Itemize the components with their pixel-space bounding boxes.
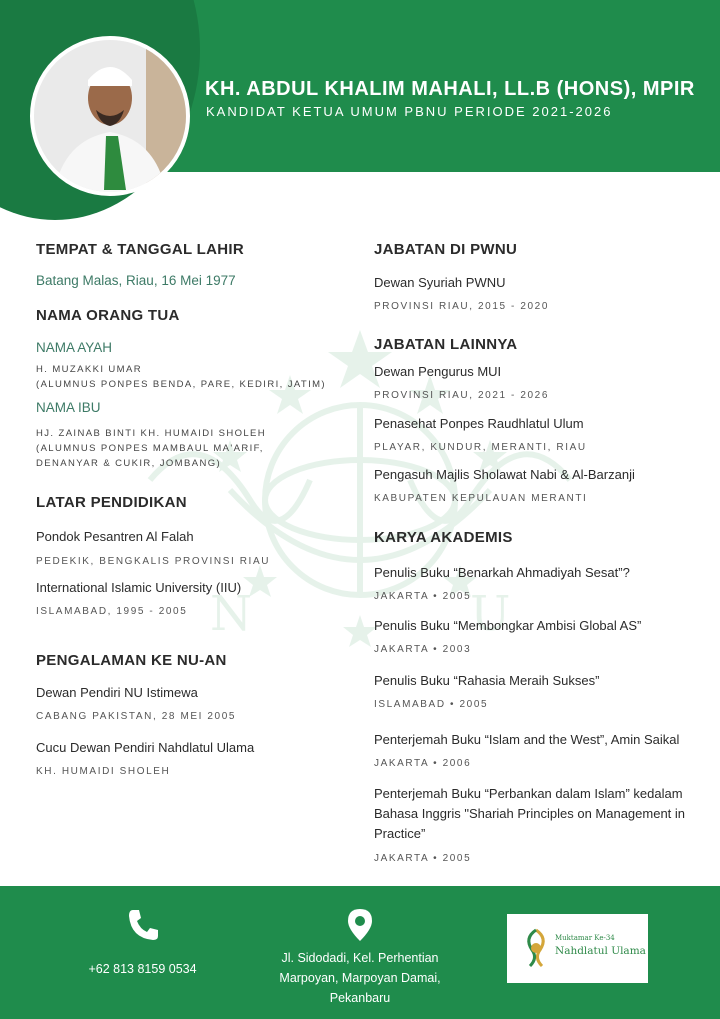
education-title: LATAR PENDIDIKAN [36,494,187,511]
academic-item: Penulis Buku “Membongkar Ambisi Global AS” [374,618,642,633]
academic-item: Penulis Buku “Benarkah Ahmadiyah Sesat”? [374,565,630,580]
logo-small-text: Muktamar Ke-34 [555,934,615,942]
nu-experience-meta: KH. HUMAIDI SHOLEH [36,766,171,777]
mother-line: DENANYAR & CUKIR, JOMBANG) [36,458,222,469]
parents-title: NAMA ORANG TUA [36,307,180,324]
academic-item-line: Bahasa Inggris "Shariah Principles on Management in [374,806,686,821]
phone-number[interactable]: +62 813 8159 0534 [88,962,197,976]
candidate-subtitle: KANDIDAT KETUA UMUM PBNU PERIODE 2021-2026 [206,104,613,119]
pwnu-title: JABATAN DI PWNU [374,241,518,258]
academic-meta: JAKARTA • 2005 [374,853,472,864]
father-label: NAMA AYAH [36,340,113,355]
candidate-photo [30,36,190,196]
academic-meta: ISLAMABAD • 2005 [374,699,489,710]
academic-meta: JAKARTA • 2003 [374,644,472,655]
nu-experience-item: Cucu Dewan Pendiri Nahdlatul Ulama [36,740,255,755]
education-meta: ISLAMABAD, 1995 - 2005 [36,606,188,617]
mother-line: (ALUMNUS PONPES MAMBAUL MA'ARIF, [36,443,264,454]
mother-label: NAMA IBU [36,400,101,415]
nu-experience-meta: CABANG PAKISTAN, 28 MEI 2005 [36,711,237,722]
academic-meta: JAKARTA • 2006 [374,758,472,769]
father-line: (ALUMNUS PONPES BENDA, PARE, KEDIRI, JATIM) [36,379,326,390]
mother-line: HJ. ZAINAB BINTI KH. HUMAIDI SHOLEH [36,428,267,439]
birth-title: TEMPAT & TANGGAL LAHIR [36,241,244,258]
other-positions-title: JABATAN LAINNYA [374,336,518,353]
address-line: Marpoyan, Marpoyan Damai, [279,971,441,985]
other-position-item: Dewan Pengurus MUI [374,364,502,379]
other-position-meta: KABUPATEN KEPULAUAN MERANTI [374,493,588,504]
address [255,948,465,1008]
education-meta: PEDEKIK, BENGKALIS PROVINSI RIAU [36,556,271,567]
phone-icon [127,908,159,942]
other-position-item: Pengasuh Majlis Sholawat Nabi & Al-Barzanji [374,467,635,482]
pwnu-item: Dewan Syuriah PWNU [374,275,506,290]
candidate-name: KH. ABDUL KHALIM MAHALI, LL.B (HONS), MPIR [205,78,695,100]
nu-experience-item: Dewan Pendiri NU Istimewa [36,685,198,700]
svg-text:N: N [210,586,252,642]
logo-big-text: Nahdlatul Ulama [555,945,646,957]
education-item: Pondok Pesantren Al Falah [36,529,194,544]
academic-title: KARYA AKADEMIS [374,529,513,546]
pwnu-meta: PROVINSI RIAU, 2015 - 2020 [374,301,549,312]
address-line: Pekanbaru [329,991,391,1005]
education-item: International Islamic University (IIU) [36,580,242,595]
academic-item-line: Penterjemah Buku “Perbankan dalam Islam” kedalam [374,786,683,801]
muktamar-emblem-icon [520,926,552,970]
academic-item: Penterjemah Buku “Islam and the West”, Amin Saikal [374,732,680,747]
father-line: H. MUZAKKI UMAR [36,364,142,375]
academic-meta: JAKARTA • 2005 [374,591,472,602]
location-pin-icon [347,908,373,942]
other-position-item: Penasehat Ponpes Raudhlatul Ulum [374,416,584,431]
birth-value: Batang Malas, Riau, 16 Mei 1977 [36,273,236,288]
nu-experience-title: PENGALAMAN KE NU-AN [36,652,227,669]
other-position-meta: PLAYAR, KUNDUR, MERANTI, RIAU [374,442,587,453]
academic-item-line: Practice” [374,826,426,841]
other-position-meta: PROVINSI RIAU, 2021 - 2026 [374,390,549,401]
svg-text:U: U [470,586,511,642]
academic-item: Penulis Buku “Rahasia Meraih Sukses” [374,673,600,688]
address-line: Jl. Sidodadi, Kel. Perhentian [281,951,439,965]
